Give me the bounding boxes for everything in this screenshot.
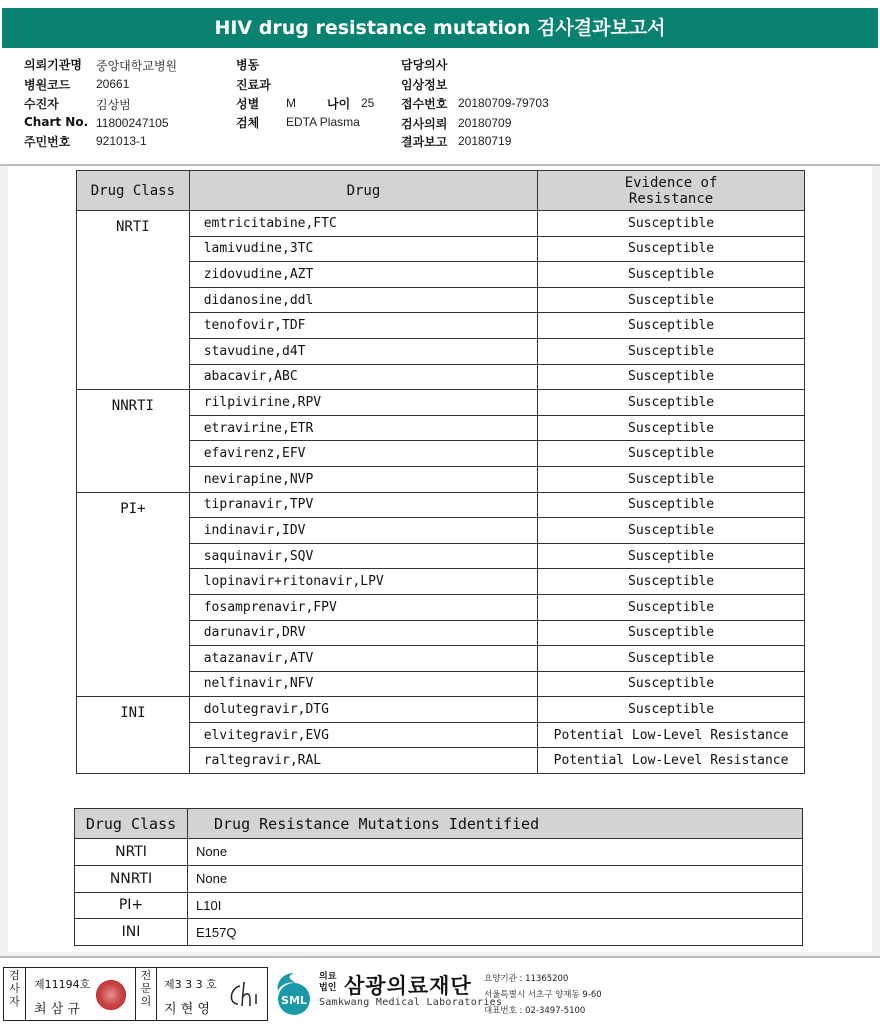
dept-label: 진료과 [236,78,271,92]
sex-label: 성별 [236,97,260,111]
drug-class-cell: INI [77,697,190,774]
resistance-cell: Susceptible [538,236,805,262]
mutation-cell: E157Q [188,919,803,946]
table-row [75,892,803,919]
institution-value: 중앙대학교병원 [96,59,178,73]
resistance-cell: Susceptible [538,671,805,697]
drug-cell: rilpivirine,RPV [189,390,537,416]
patient-value: 김상범 [96,98,131,112]
resistance-cell: Susceptible [538,492,805,518]
sex-value: M [286,96,296,110]
header-evidence: Evidence of Resistance [538,171,805,211]
drug-cell: nevirapine,NVP [189,466,537,492]
resistance-cell: Susceptible [538,466,805,492]
table-row [75,919,803,946]
mutation-class-cell: NRTI [75,839,188,866]
report-title: HIV drug resistance mutation 검사결과보고서 [2,8,878,48]
mutation-table-body [75,839,803,946]
table-row [77,390,805,416]
resistance-cell: Susceptible [538,338,805,364]
drug-cell: stavudine,d4T [189,338,537,364]
care-org-number: 요양기관 : 11365200 [484,974,569,984]
table-row [77,211,805,237]
table-row [75,839,803,866]
resistance-cell: Susceptible [538,262,805,288]
examiner-label-text: 검사자 [9,969,20,1008]
signature-box [3,967,268,1021]
org-tag-text: 의료 법인 [319,972,337,993]
drug-cell: tipranavir,TPV [189,492,537,518]
drug-cell: emtricitabine,FTC [189,211,537,237]
hospital-code-label: 병원코드 [24,78,71,92]
age-value: 25 [361,96,375,110]
specialist-label-text: 전문의 [140,969,152,1008]
chart-value: 11800247105 [96,116,169,130]
drug-cell: raltegravir,RAL [189,748,537,774]
receipt-label: 접수번호 [401,97,448,111]
report-date-label: 결과보고 [401,135,448,149]
mutation-class-cell: INI [75,919,188,946]
resistance-table-header [77,171,805,211]
examiner-number: 제11194호 [34,978,91,991]
sml-logo-icon [272,969,316,1019]
specialist-number: 제3 3 3 호 [164,978,217,991]
drug-cell: didanosine,ddl [189,287,537,313]
drug-cell: zidovudine,AZT [189,262,537,288]
mutation-cell: None [188,865,803,892]
resistance-cell: Susceptible [538,543,805,569]
institution-label: 의뢰기관명 [24,58,82,72]
org-english: Samkwang Medical Laboratories [319,997,503,1008]
logo-text: SML [281,994,307,1007]
specialist-name: 지 현 영 [164,1002,210,1017]
seal-stamp [96,980,126,1010]
drug-cell: atazanavir,ATV [189,646,537,672]
request-value: 20180709 [458,116,512,130]
resistance-cell: Susceptible [538,646,805,672]
id-label: 주민번호 [24,135,71,149]
drug-cell: elvitegravir,EVG [189,722,537,748]
resistance-cell: Susceptible [538,415,805,441]
drug-cell: saquinavir,SQV [189,543,537,569]
examiner-label [4,968,26,1020]
request-label: 검사의뢰 [401,117,448,131]
mutation-cell: None [188,839,803,866]
header-drug-class: Drug Class [77,171,190,211]
resistance-table [76,170,805,774]
resistance-cell: Susceptible [538,364,805,390]
patient-label: 수진자 [24,97,59,111]
resistance-cell: Susceptible [538,594,805,620]
resistance-cell: Potential Low-Level Resistance [538,722,805,748]
phone-number: 대표번호 : 02-3497-5100 [484,1006,586,1016]
examiner-name: 최 삼 규 [34,1002,80,1017]
patient-info [0,52,880,164]
resistance-cell: Susceptible [538,313,805,339]
table-row [77,492,805,518]
resistance-cell: Susceptible [538,620,805,646]
ward-label: 병동 [236,58,260,72]
header-mutations: Drug Resistance Mutations Identified [188,809,803,839]
drug-cell: abacavir,ABC [189,364,537,390]
drug-cell: fosamprenavir,FPV [189,594,537,620]
table-row [75,865,803,892]
drug-cell: lopinavir+ritonavir,LPV [189,569,537,595]
mutation-cell: L10I [188,892,803,919]
age-label: 나이 [327,97,351,111]
drug-class-cell: PI+ [77,492,190,697]
hospital-code-value: 20661 [96,77,130,91]
receipt-value: 20180709-79703 [458,96,549,110]
specimen-label: 검체 [236,116,260,130]
drug-cell: efavirenz,EFV [189,441,537,467]
drug-cell: dolutegravir,DTG [189,697,537,723]
header-mutation-class: Drug Class [75,809,188,839]
drug-class-cell: NNRTI [77,390,190,492]
resistance-cell: Susceptible [538,518,805,544]
address: 서울특별시 서초구 양재동 9-60 [484,990,602,1000]
footer-divider [0,956,880,958]
resistance-table-body [77,211,805,774]
drug-cell: etravirine,ETR [189,415,537,441]
header-drug: Drug [189,171,537,211]
resistance-cell: Potential Low-Level Resistance [538,748,805,774]
mutation-class-cell: PI+ [75,892,188,919]
doctor-label: 담당의사 [401,58,448,72]
chart-label: Chart No. [24,115,89,129]
resistance-cell: Susceptible [538,287,805,313]
table-row [77,697,805,723]
specialist-label [135,968,157,1020]
specimen-value: EDTA Plasma [286,115,360,129]
resistance-cell: Susceptible [538,441,805,467]
drug-cell: indinavir,IDV [189,518,537,544]
mutation-table [74,808,803,946]
drug-cell: darunavir,DRV [189,620,537,646]
resistance-cell: Susceptible [538,211,805,237]
id-value: 921013-1 [96,134,147,148]
resistance-cell: Susceptible [538,390,805,416]
org-tag [319,972,339,994]
mutation-class-cell: NNRTI [75,865,188,892]
contact-info [484,971,602,1019]
drug-cell: lamivudine,3TC [189,236,537,262]
clinical-label: 임상정보 [401,78,448,92]
org-name: 삼광의료재단 [344,974,472,998]
drug-class-cell: NRTI [77,211,190,390]
drug-cell: nelfinavir,NFV [189,671,537,697]
resistance-cell: Susceptible [538,697,805,723]
mutation-table-header [75,809,803,839]
resistance-cell: Susceptible [538,569,805,595]
drug-cell: tenofovir,TDF [189,313,537,339]
report-date-value: 20180719 [458,134,512,148]
signature-mark [226,980,262,1010]
